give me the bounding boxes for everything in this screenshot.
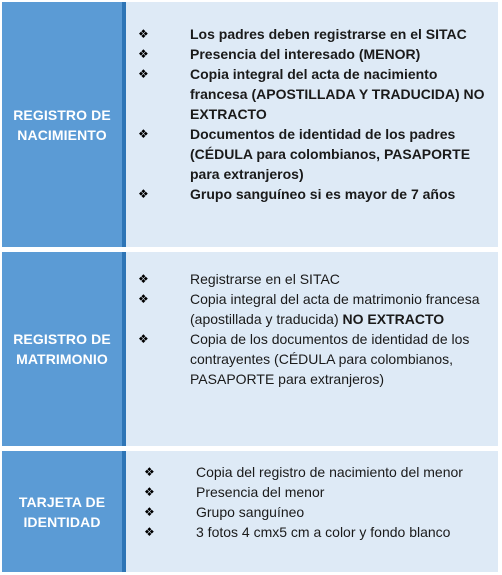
- section-label-line: REGISTRO DE: [13, 331, 111, 347]
- list-item-text-main: Copia integral del acta de matrimonio francesa (apostillada y traducida): [190, 291, 480, 327]
- section-content: [126, 252, 498, 446]
- list-item: [134, 462, 498, 482]
- list-item-text: Documentos de identidad de los padres (CÉDULA para colombianos, PASAPORTE para extranjeros): [190, 126, 471, 182]
- list-item: [134, 269, 498, 289]
- list-item-text: Copia del registro de nacimiento del menor: [196, 464, 463, 480]
- list-item: [134, 482, 498, 502]
- list-item-text: Registrarse en el SITAC: [190, 271, 340, 287]
- section-registro-nacimiento: [2, 2, 498, 247]
- diamond-bullet-icon: ❖: [138, 67, 149, 81]
- list-item-text: [190, 289, 498, 329]
- list-item-text: Presencia del interesado (MENOR): [190, 46, 421, 62]
- requirements-list: [134, 269, 498, 389]
- section-label-line: IDENTIDAD: [23, 513, 101, 530]
- section-label: [2, 451, 122, 572]
- section-label: [2, 252, 122, 446]
- diamond-bullet-icon: ❖: [138, 332, 149, 346]
- diamond-bullet-icon: ❖: [144, 485, 155, 499]
- list-item-text: Grupo sanguíneo: [196, 504, 305, 520]
- diamond-bullet-icon: ❖: [138, 292, 149, 306]
- list-item: [134, 522, 498, 542]
- diamond-bullet-icon: ❖: [144, 465, 155, 479]
- diamond-bullet-icon: ❖: [138, 127, 149, 141]
- diamond-bullet-icon: ❖: [138, 27, 149, 41]
- section-registro-matrimonio: [2, 252, 498, 446]
- requirements-table: [2, 2, 498, 572]
- emphasis-text: NO EXTRACTO: [342, 311, 445, 327]
- diamond-bullet-icon: ❖: [138, 272, 149, 286]
- section-content: [126, 451, 498, 572]
- section-label-line: TARJETA DE: [18, 493, 106, 510]
- diamond-bullet-icon: ❖: [138, 187, 149, 201]
- list-item: [134, 24, 498, 44]
- diamond-bullet-icon: ❖: [144, 525, 155, 539]
- diamond-bullet-icon: ❖: [138, 47, 149, 61]
- requirements-list: [134, 462, 498, 542]
- section-label-line: NACIMIENTO: [17, 126, 107, 143]
- list-item-text: 3 fotos 4 cmx5 cm a color y fondo blanco: [196, 524, 451, 540]
- section-label-line: MATRIMONIO: [16, 351, 108, 367]
- list-item-text: Los padres deben registrarse en el SITAC: [190, 26, 467, 42]
- list-item: [134, 64, 498, 124]
- section-label: [2, 2, 122, 247]
- list-item: [134, 124, 498, 184]
- list-item: [134, 502, 498, 522]
- list-item: [134, 44, 498, 64]
- section-label-line: REGISTRO DE: [13, 106, 111, 123]
- list-item: [134, 329, 498, 389]
- list-item-text: Grupo sanguíneo si es mayor de 7 años: [190, 186, 456, 202]
- list-item-text: Copia de los documentos de identidad de los contrayentes (CÉDULA para colombianos, PASAPORTE para extranjeros): [190, 331, 470, 387]
- list-item-text: Copia integral del acta de nacimiento francesa (APOSTILLADA Y TRADUCIDA) NO EXTRACTO: [190, 66, 485, 122]
- diamond-bullet-icon: ❖: [144, 505, 155, 519]
- list-item: [134, 184, 498, 204]
- section-tarjeta-identidad: [2, 451, 498, 572]
- section-content: [126, 2, 498, 247]
- list-item: [134, 289, 498, 329]
- requirements-list: [134, 24, 498, 204]
- list-item-text: Presencia del menor: [196, 484, 325, 500]
